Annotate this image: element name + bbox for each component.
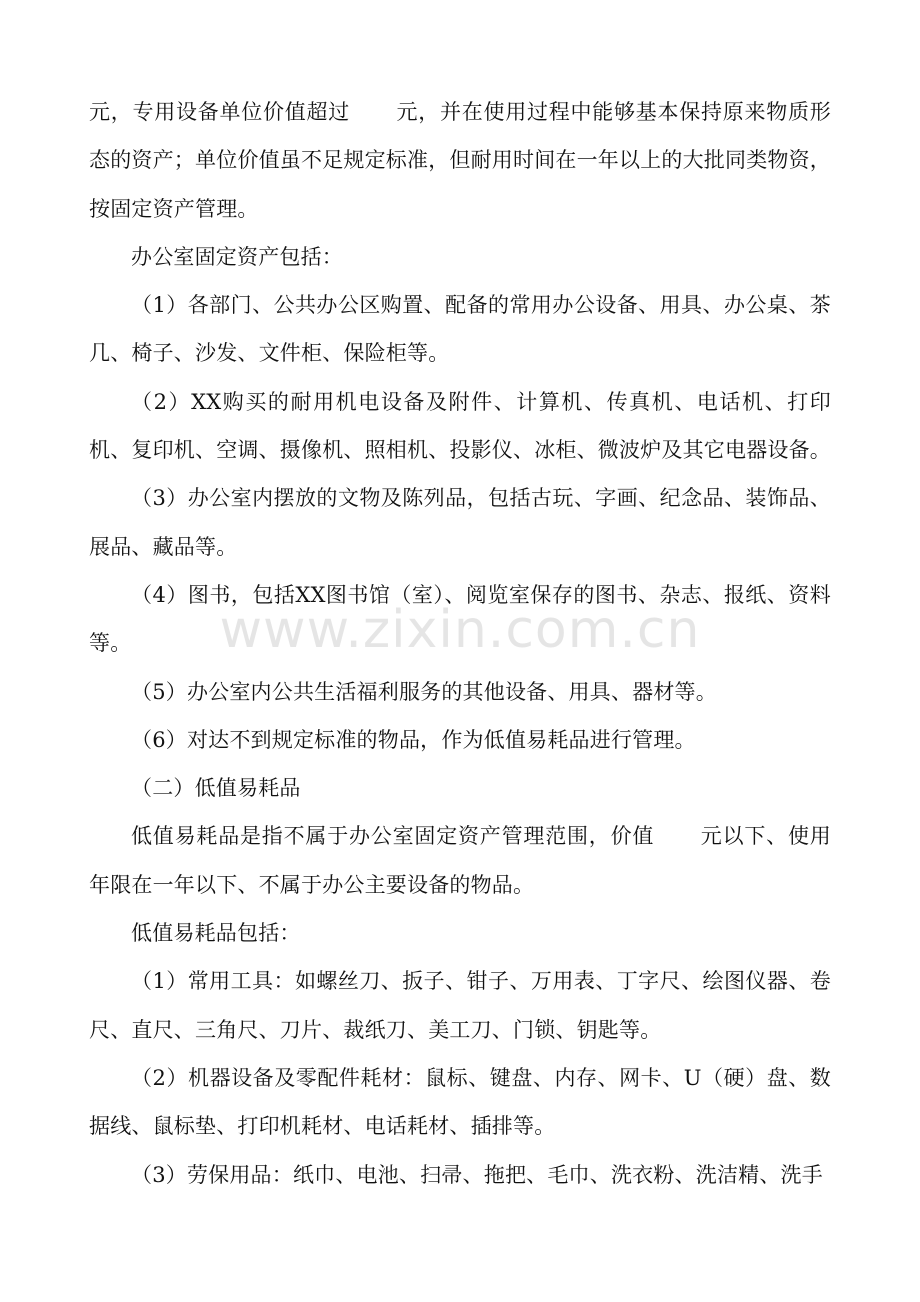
paragraph-fixed-asset-definition (89, 88, 831, 233)
watermark: www.zixin.com.cn (219, 600, 701, 660)
paragraph-low-value-items-heading: 低值易耗品包括： (131, 921, 301, 946)
text-run: 低值易耗品是指不属于办公室固定资产管理范围，价值 (131, 824, 655, 849)
text-run: 元以下、使用年限在一年以下、不属于办公主要设备的物品。 (89, 824, 831, 897)
paragraph-list-item-6: （6）对达不到规定标准的物品，作为低值易耗品进行管理。 (131, 727, 696, 752)
paragraph-list-item-1: （1）各部门、公共办公区购置、配备的常用办公设备、用具、办公桌、茶几、椅子、沙发、文件柜、保险柜等。 (89, 293, 831, 366)
document-body (89, 88, 831, 1199)
paragraph-low-value-item-2: （2）机器设备及零配件耗材：鼠标、键盘、内存、网卡、U（硬）盘、数据线、鼠标垫、打印机耗材、电话耗材、插排等。 (89, 1065, 831, 1139)
paragraph-list-item-4: （4）图书，包括XX图书馆（室）、阅览室保存的图书、杂志、报纸、资料等。 (89, 582, 831, 656)
paragraph-list-item-3: （3）办公室内摆放的文物及陈列品，包括古玩、字画、纪念品、装饰品、展品、藏品等。 (89, 486, 831, 559)
paragraph-low-value-item-1: （1）常用工具：如螺丝刀、扳子、钳子、万用表、丁字尺、绘图仪器、卷尺、直尺、三角尺、刀片、裁纸刀、美工刀、门锁、钥匙等。 (89, 969, 831, 1042)
paragraph-list-item-2: （2）XX购买的耐用机电设备及附件、计算机、传真机、电话机、打印机、复印机、空调、摄像机、照相机、投影仪、冰柜、微波炉及其它电器设备。 (89, 389, 831, 463)
section-heading-low-value-items: （二）低值易耗品 (131, 776, 301, 801)
paragraph-low-value-item-3: （3）劳保用品：纸巾、电池、扫帚、拖把、毛巾、洗衣粉、洗洁精、洗手 (131, 1162, 823, 1187)
paragraph-low-value-definition (89, 812, 831, 909)
paragraph-list-item-5: （5）办公室内公共生活福利服务的其他设备、用具、器材等。 (131, 679, 717, 704)
text-run: 元，专用设备单位价值超过 (89, 100, 350, 124)
text-run: 元，并在使用过程中能够基本保持原来物质形态的资产；单位价值虽不足规定标准，但耐用时间在一年以上的大批同类物资，按固定资产管理。 (89, 100, 831, 221)
paragraph-office-assets-heading: 办公室固定资产包括： (131, 244, 343, 269)
